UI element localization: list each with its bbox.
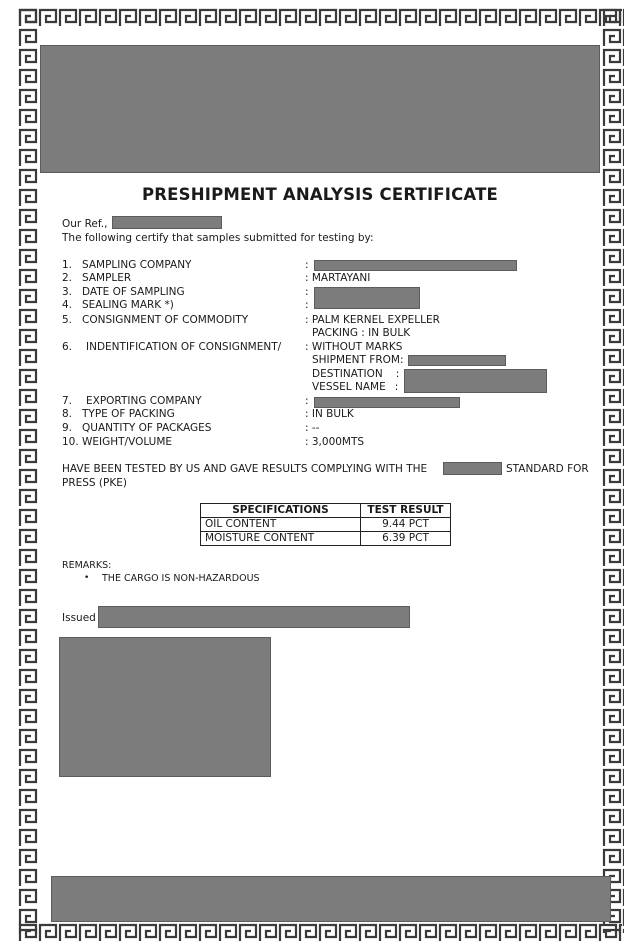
- table-row: [201, 532, 451, 546]
- redacted-stamp: [59, 637, 271, 777]
- value-vessel-label: VESSEL NAME :: [312, 381, 399, 393]
- bullet-icon: •: [84, 573, 90, 583]
- value-commodity: : PALM KERNEL EXPELLER: [305, 314, 440, 326]
- item-weight-volume: 10. WEIGHT/VOLUME: [62, 436, 173, 448]
- intro-text: The following certify that samples submitted for testing by:: [62, 232, 374, 244]
- redacted-sampling-company: [314, 260, 517, 271]
- specification-table: [200, 503, 451, 546]
- value-type-of-packing: : IN BULK: [305, 408, 354, 420]
- item-exporting-company: 7. EXPORTING COMPANY: [62, 395, 202, 407]
- remarks-label: REMARKS:: [62, 560, 112, 571]
- value-destination-label: DESTINATION :: [312, 368, 400, 380]
- table-header: SPECIFICATIONS: [201, 504, 361, 518]
- item-identification: 6. INDENTIFICATION OF CONSIGNMENT/: [62, 341, 282, 353]
- item-date-of-sampling: 3. DATE OF SAMPLING: [62, 286, 185, 298]
- our-ref-label: Our Ref.,: [62, 218, 108, 230]
- value-colon: :: [305, 259, 309, 271]
- item-quantity-of-packages: 9. QUANTITY OF PACKAGES: [62, 422, 212, 434]
- table-cell: MOISTURE CONTENT: [201, 532, 361, 546]
- redacted-shipment-from: [408, 355, 506, 366]
- item-sealing-mark: 4. SEALING MARK *): [62, 299, 174, 311]
- value-marks: : WITHOUT MARKS: [305, 341, 403, 353]
- redacted-footer: [51, 876, 611, 922]
- remark-item: THE CARGO IS NON-HAZARDOUS: [102, 573, 260, 584]
- redacted-issued: [98, 606, 410, 628]
- value-sampler: : MARTAYANI: [305, 272, 371, 284]
- table-header-row: [201, 504, 451, 518]
- table-cell: 6.39 PCT: [361, 532, 451, 546]
- item-sampler: 2. SAMPLER: [62, 272, 132, 284]
- value-colon: :: [305, 286, 309, 298]
- decorative-border-top: [18, 8, 622, 28]
- page-title: PRESHIPMENT ANALYSIS CERTIFICATE: [141, 185, 499, 204]
- table-row: [201, 518, 451, 532]
- tested-statement-end: STANDARD FOR: [506, 463, 589, 475]
- issued-label: Issued: [62, 612, 96, 624]
- decorative-border-bottom: [18, 923, 622, 941]
- item-sampling-company: 1. SAMPLING COMPANY: [62, 259, 192, 271]
- redacted-letterhead: [40, 45, 600, 173]
- redacted-date-seal: [314, 287, 420, 309]
- item-type-of-packing: 8. TYPE OF PACKING: [62, 408, 175, 420]
- value-shipment-from: SHIPMENT FROM:: [312, 354, 404, 366]
- tested-statement-line2: PRESS (PKE): [62, 477, 127, 489]
- table-header: TEST RESULT: [361, 504, 451, 518]
- tested-statement-start: HAVE BEEN TESTED BY US AND GAVE RESULTS COMPLYING WITH THE: [62, 463, 428, 475]
- value-weight: : 3,000MTS: [305, 436, 365, 448]
- decorative-border-right: [602, 8, 624, 933]
- value-packing: PACKING : IN BULK: [312, 327, 411, 339]
- table-cell: 9.44 PCT: [361, 518, 451, 532]
- redacted-ref: [112, 216, 222, 229]
- redacted-destination-vessel: [404, 369, 547, 393]
- decorative-border-left: [18, 8, 38, 933]
- item-consignment-of-commodity: 5. CONSIGNMENT OF COMMODITY: [62, 314, 249, 326]
- redacted-exporting-company: [314, 397, 460, 408]
- value-colon: :: [305, 395, 309, 407]
- redacted-standard: [443, 462, 502, 475]
- table-cell: OIL CONTENT: [201, 518, 361, 532]
- value-colon: :: [305, 299, 309, 311]
- value-quantity: : --: [305, 422, 320, 434]
